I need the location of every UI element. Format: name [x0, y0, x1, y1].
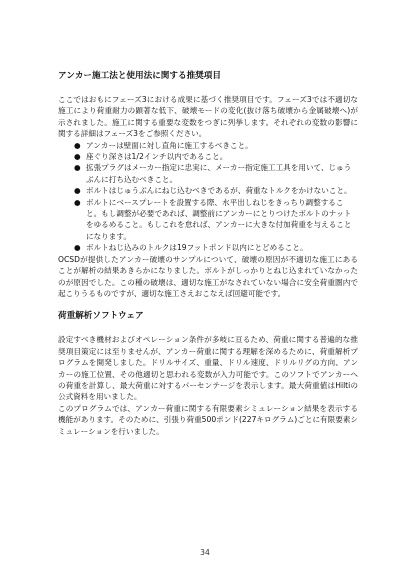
section-spacer	[58, 299, 358, 310]
list-item	[74, 242, 358, 253]
list-item	[74, 151, 358, 162]
bullet-icon: ●	[74, 243, 81, 253]
list-item-text: 拡張プラグはメーカー指定に忠実に、メーカー指定施工工具を用いて、じゅうぶんに打ち込むべきこと。	[86, 163, 352, 184]
list-item-text: ボルトはじゅうぶんにねじ込むべきであるが、荷重なトルクをかけないこと。	[86, 186, 352, 196]
bullet-icon: ●	[74, 186, 81, 196]
software-paragraph-1: 設定すべき機材およびオペレーション条件が多岐に亘るため、荷重に関する普遍的な推奨項目策定には至りませんが、アンカー荷重に関する理解を深めるために、荷重解析プログラムを開発しました。ドリルサイズ、重量、ドリル速度、ドリルリグの方向、アンカーの施工位置、その他適切と思われる変数が入力可能です。このソフトでアンカーへの荷重を計算し、最大荷重に対するパーセンテージを表示します。最大荷重値はHiltiの公式資料を用いました。	[58, 335, 358, 402]
software-paragraph-2: このプログラムでは、アンカー荷重に関する有限要素シミュレーション結果を表示する機能があります。そのために、引張り荷重500ポンド(227キログラム)ごとに有限要素シミュレーションを行いました。	[58, 403, 359, 436]
list-item-text: ボルトにベースプレートを設置する際、水平出しねじをきっちり調整すること。もし調整が必要であれば、調整前にアンカーにとりつけたボルトのナットをゆるめること。もしこれを怠れば、アンカーに大きな付加荷重を与えることになります。	[86, 197, 352, 241]
list-item	[74, 185, 358, 196]
list-item	[74, 140, 358, 151]
section-heading-load-analysis-software: 荷重解析ソフトウェア	[58, 311, 144, 322]
page-content	[58, 70, 358, 437]
bullet-icon: ●	[74, 197, 81, 207]
page-number: 34	[200, 548, 210, 557]
section-heading-anchor-installation: アンカー施工法と使用法に関する推奨項目	[58, 71, 221, 81]
intro-paragraph: ここではおもにフェーズ3における成果に基づく推奨項目です。フェーズ3では不適切な施工により荷重耐力の顕著な低下、破壊モードの変化(抜け落ち破壊から金属破壊へ)が示されました。施工に関する重要な変数をつぎに列挙します。それぞれの変数の影響に関する詳細はフェーズ3をご参照ください。	[58, 95, 358, 139]
bullet-icon: ●	[74, 163, 81, 173]
list-item-text: ボルトねじ込みのトルクは19フットポンド以内にとどめること。	[86, 243, 308, 253]
list-item	[74, 197, 358, 243]
bullet-icon: ●	[74, 152, 81, 162]
list-item	[74, 162, 358, 185]
recommendation-list	[58, 140, 358, 254]
list-item-text: アンカーは壁面に対し直角に施工するべきこと。	[86, 140, 253, 150]
bullet-icon: ●	[74, 140, 81, 150]
list-item-text: 座ぐり深さは1/2インチ以内であること。	[86, 152, 228, 162]
closing-paragraph: OCSDが提供したアンカー破壊のサンプルについて、破壊の原因が不適切な施工にあることが解析の結果あきらかになりました。ボルトがしっかりとねじ込まれていなかったのが原因でした。この種の破壊は、適切な施工がなされていない場合に安全荷重圏内で起こりうるものですが、適切な施工さえおこなえば回避可能です。	[58, 254, 358, 298]
